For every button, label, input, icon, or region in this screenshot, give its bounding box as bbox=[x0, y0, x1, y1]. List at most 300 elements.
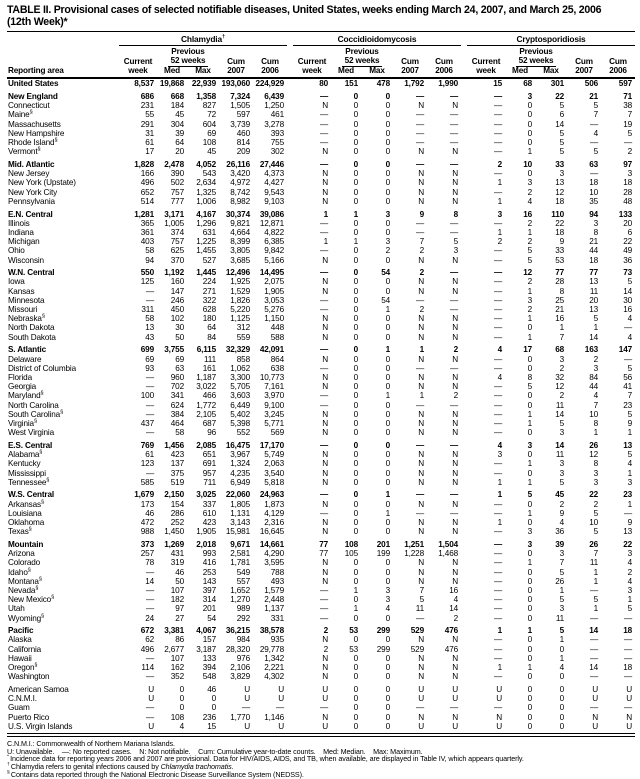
value-cell: 0 bbox=[353, 613, 358, 623]
value-cell: 3 bbox=[527, 178, 533, 188]
value-cell: N bbox=[452, 286, 459, 296]
value-cell: 4,427 bbox=[264, 178, 284, 188]
table-row bbox=[7, 487, 635, 500]
value-cell: N bbox=[452, 428, 459, 438]
value-cell: 0 bbox=[353, 391, 358, 401]
value-cell: 0 bbox=[353, 712, 358, 722]
value-cell: 0 bbox=[353, 721, 358, 731]
value-cell: 69 bbox=[175, 354, 184, 364]
value-cell: — bbox=[589, 119, 599, 129]
value-cell: 341 bbox=[170, 391, 184, 401]
value-cell: 2,063 bbox=[264, 459, 284, 469]
value-cell: 22,939 bbox=[191, 79, 216, 89]
value-cell: 2,106 bbox=[230, 663, 250, 673]
value-cell: — bbox=[415, 440, 424, 450]
value-cell: U bbox=[322, 721, 328, 731]
table-row bbox=[7, 672, 635, 681]
table-row bbox=[7, 147, 635, 156]
value-cell: — bbox=[319, 585, 328, 595]
value-cell: 2 bbox=[419, 305, 424, 315]
reporting-area-cell: Louisiana bbox=[8, 508, 42, 518]
value-cell: N bbox=[322, 255, 328, 265]
value-cell: — bbox=[319, 400, 328, 410]
value-cell: 1 bbox=[527, 508, 533, 518]
value-cell: 496 bbox=[140, 178, 154, 188]
reporting-area-cell: Nebraska§ bbox=[8, 313, 45, 324]
value-cell: — bbox=[145, 400, 154, 410]
value-cell: 984 bbox=[236, 635, 250, 645]
value-cell: 1 bbox=[527, 147, 533, 157]
value-cell: N bbox=[452, 499, 459, 509]
value-cell: 16 bbox=[555, 314, 565, 324]
value-cell: — bbox=[493, 576, 503, 586]
value-cell: 22 bbox=[623, 237, 633, 247]
value-cell: 14,661 bbox=[259, 539, 284, 549]
value-cell: 5 bbox=[559, 595, 565, 605]
value-cell: 390 bbox=[170, 169, 184, 179]
value-cell: — bbox=[493, 92, 503, 102]
value-cell: 236 bbox=[202, 712, 216, 722]
footnote-line: C.N.M.I.: Commonwealth of Northern Mariana Islands. bbox=[7, 738, 175, 748]
value-cell: — bbox=[589, 585, 599, 595]
value-cell: 461 bbox=[270, 110, 284, 120]
value-cell: N bbox=[452, 382, 459, 392]
value-cell: 5,166 bbox=[264, 255, 284, 265]
value-cell: 9,842 bbox=[264, 246, 284, 256]
value-cell: 18 bbox=[555, 196, 565, 206]
table-row bbox=[7, 246, 635, 255]
value-cell: — bbox=[493, 169, 503, 179]
value-cell: U bbox=[418, 694, 424, 704]
value-cell: 21 bbox=[589, 237, 599, 247]
reporting-area-cell: Minnesota bbox=[8, 295, 45, 305]
value-cell: — bbox=[493, 539, 503, 549]
value-cell: 6,115 bbox=[196, 345, 216, 355]
value-cell: N bbox=[452, 527, 459, 537]
value-cell: — bbox=[319, 508, 328, 518]
value-cell: N bbox=[452, 101, 459, 111]
value-cell: 529 bbox=[410, 626, 424, 636]
value-cell: 36 bbox=[623, 255, 633, 265]
value-cell: 8 bbox=[593, 227, 599, 237]
reporting-area-cell: Massachusetts bbox=[8, 119, 61, 129]
value-cell: 6,949 bbox=[230, 477, 250, 487]
value-cell: 86 bbox=[175, 635, 184, 645]
value-cell: 5 bbox=[559, 626, 565, 636]
value-cell: 1 bbox=[323, 237, 328, 247]
value-cell: 137 bbox=[170, 459, 184, 469]
value-cell: 702 bbox=[170, 382, 184, 392]
value-cell: 94 bbox=[145, 255, 154, 265]
value-cell: N bbox=[496, 712, 503, 722]
footnote-marker: § bbox=[37, 146, 41, 153]
value-cell: 1 bbox=[527, 332, 533, 342]
value-cell: 4 bbox=[593, 128, 599, 138]
value-cell: 5 bbox=[527, 490, 533, 500]
value-cell: — bbox=[145, 595, 154, 605]
value-cell: 10 bbox=[589, 409, 599, 419]
value-cell: 0 bbox=[527, 128, 533, 138]
group-header-coccidioidomycosis bbox=[293, 31, 461, 45]
value-cell: 0 bbox=[385, 721, 390, 731]
value-cell: — bbox=[319, 92, 328, 102]
table-row bbox=[7, 373, 635, 382]
value-cell: N bbox=[452, 187, 459, 197]
value-cell: 0 bbox=[353, 160, 358, 169]
value-cell: 1,150 bbox=[264, 314, 284, 324]
value-cell: U bbox=[592, 721, 599, 731]
table-row bbox=[7, 623, 635, 636]
value-cell: 0 bbox=[527, 499, 533, 509]
value-cell: — bbox=[319, 595, 328, 605]
value-cell: 12 bbox=[555, 382, 565, 392]
value-cell: 7 bbox=[593, 549, 599, 559]
value-cell: 27,446 bbox=[259, 160, 284, 169]
value-cell: 1,456 bbox=[164, 440, 184, 450]
value-cell: U bbox=[244, 684, 250, 694]
value-cell: 757 bbox=[170, 237, 184, 247]
value-cell: 123 bbox=[140, 459, 154, 469]
value-cell: 0 bbox=[353, 138, 358, 148]
value-cell: 529 bbox=[410, 644, 424, 654]
value-cell: 9 bbox=[559, 508, 565, 518]
value-cell: — bbox=[623, 703, 633, 713]
value-cell: 125 bbox=[140, 277, 154, 287]
value-cell: 1,579 bbox=[264, 585, 284, 595]
value-cell: 1,450 bbox=[164, 527, 184, 537]
value-cell: 13 bbox=[623, 527, 633, 537]
value-cell: U bbox=[452, 721, 459, 731]
value-cell: 22 bbox=[589, 490, 599, 500]
value-cell: 9 bbox=[559, 237, 565, 247]
value-cell: 4,067 bbox=[196, 626, 216, 636]
group-header-chlamydia bbox=[119, 31, 287, 45]
value-cell: 18 bbox=[589, 255, 599, 265]
value-cell: 58 bbox=[175, 428, 184, 438]
value-cell: 2,581 bbox=[230, 549, 250, 559]
value-cell: 0 bbox=[353, 499, 358, 509]
value-cell: 519 bbox=[170, 477, 184, 487]
value-cell: 5 bbox=[527, 255, 533, 265]
value-cell: 5 bbox=[593, 508, 599, 518]
table-title-line2: (12th Week)* bbox=[7, 15, 68, 28]
value-cell: — bbox=[415, 128, 424, 138]
value-cell: 691 bbox=[202, 459, 216, 469]
value-cell: 0 bbox=[353, 268, 358, 278]
value-cell: N bbox=[322, 450, 328, 460]
value-cell: 8 bbox=[527, 372, 533, 382]
value-cell: 597 bbox=[618, 79, 633, 89]
reporting-area-cell: W.N. Central bbox=[8, 268, 55, 278]
value-cell: 36,215 bbox=[225, 626, 250, 636]
value-cell: 0 bbox=[385, 138, 390, 148]
value-cell: — bbox=[449, 400, 459, 410]
value-cell: 8,742 bbox=[230, 187, 250, 197]
value-cell: 1,228 bbox=[404, 549, 424, 559]
cum-label: Cum bbox=[575, 56, 593, 66]
value-cell: — bbox=[319, 295, 328, 305]
value-cell: 625 bbox=[170, 246, 184, 256]
value-cell: 476 bbox=[444, 644, 459, 654]
value-cell: 18 bbox=[589, 178, 599, 188]
italic-species-name: Chlamydia trachomatis bbox=[160, 762, 232, 772]
value-cell: 827 bbox=[202, 101, 216, 111]
value-cell: 3 bbox=[593, 363, 599, 373]
cum-label: Cum bbox=[227, 56, 245, 66]
value-cell: — bbox=[493, 391, 503, 401]
value-cell: 3,143 bbox=[230, 518, 250, 528]
value-cell: 7 bbox=[419, 237, 424, 247]
table-row bbox=[7, 120, 635, 129]
value-cell: 3,381 bbox=[164, 626, 184, 636]
value-cell: — bbox=[493, 323, 503, 333]
reporting-area-cell: Georgia bbox=[8, 382, 37, 392]
empty-cell bbox=[427, 45, 461, 56]
value-cell: 1,325 bbox=[196, 187, 216, 197]
value-cell: 0 bbox=[527, 354, 533, 364]
value-cell: 1 bbox=[527, 418, 533, 428]
value-cell: U bbox=[322, 684, 328, 694]
value-cell: 162 bbox=[170, 663, 184, 673]
value-cell: 16 bbox=[523, 209, 533, 219]
value-cell: 2 bbox=[323, 644, 328, 654]
value-cell: — bbox=[319, 138, 328, 148]
value-cell: — bbox=[449, 305, 459, 315]
reporting-area-cell: Oklahoma bbox=[8, 518, 45, 528]
value-cell: 14 bbox=[589, 626, 599, 636]
value-cell: — bbox=[623, 323, 633, 333]
table-row bbox=[7, 568, 635, 577]
value-cell: 1 bbox=[559, 635, 565, 645]
value-cell: — bbox=[415, 218, 424, 228]
value-cell: N bbox=[418, 672, 424, 682]
value-cell: 39 bbox=[175, 128, 184, 138]
value-cell: 2 bbox=[323, 626, 328, 636]
value-cell: 3 bbox=[385, 237, 390, 247]
value-cell: U bbox=[452, 694, 459, 704]
value-cell: 25 bbox=[555, 295, 565, 305]
reporting-area-cell: Wisconsin bbox=[8, 255, 44, 265]
value-cell: 13 bbox=[555, 178, 565, 188]
table-row bbox=[7, 188, 635, 197]
value-cell: 8 bbox=[593, 459, 599, 469]
value-cell: 96 bbox=[207, 428, 216, 438]
value-cell: — bbox=[145, 672, 154, 682]
value-cell: 3 bbox=[385, 595, 390, 605]
footnote-line: § Contains data reported through the National Electronic Disease Surveillance System (NEDSS). bbox=[7, 769, 304, 779]
value-cell: — bbox=[319, 703, 328, 713]
value-cell: 548 bbox=[202, 672, 216, 682]
value-cell: 1,125 bbox=[230, 314, 250, 324]
value-cell: 631 bbox=[202, 227, 216, 237]
value-cell: N bbox=[452, 409, 459, 419]
value-cell: 12,871 bbox=[259, 218, 284, 228]
value-cell: 0 bbox=[527, 721, 533, 731]
value-cell: 0 bbox=[527, 169, 533, 179]
value-cell: 2 bbox=[559, 499, 565, 509]
value-cell: 0 bbox=[385, 323, 390, 333]
value-cell: 0 bbox=[385, 576, 390, 586]
value-cell: 12 bbox=[555, 187, 565, 197]
value-cell: 585 bbox=[140, 477, 154, 487]
value-cell: 199 bbox=[376, 549, 390, 559]
table-row bbox=[7, 364, 635, 373]
value-cell: 68 bbox=[523, 79, 533, 89]
value-cell: 71 bbox=[623, 92, 633, 102]
value-cell: 21 bbox=[589, 92, 599, 102]
footnote-marker: § bbox=[38, 576, 42, 582]
value-cell: — bbox=[493, 255, 503, 265]
value-cell: N bbox=[452, 567, 459, 577]
value-cell: — bbox=[145, 286, 154, 296]
table-row bbox=[7, 237, 635, 246]
value-cell: 1,805 bbox=[230, 499, 250, 509]
value-cell: 1,131 bbox=[230, 508, 250, 518]
value-cell: — bbox=[415, 490, 424, 500]
value-cell: 5,818 bbox=[264, 477, 284, 487]
reporting-area-cell: New Hampshire bbox=[8, 128, 65, 138]
value-cell: N bbox=[418, 101, 424, 111]
table-row bbox=[7, 694, 635, 703]
value-cell: 26 bbox=[589, 539, 599, 549]
value-cell: 1 bbox=[497, 663, 503, 673]
value-cell: 2,085 bbox=[196, 440, 216, 450]
value-cell: 19,868 bbox=[159, 79, 184, 89]
value-cell: 322 bbox=[202, 295, 216, 305]
value-cell: 13 bbox=[145, 323, 154, 333]
reporting-area-header: Reporting area bbox=[8, 65, 64, 75]
reporting-area-cell: New England bbox=[8, 92, 58, 102]
value-cell: N bbox=[322, 672, 328, 682]
value-cell: — bbox=[493, 147, 503, 157]
value-cell: 1,137 bbox=[264, 604, 284, 614]
value-cell: N bbox=[418, 332, 424, 342]
table-row bbox=[7, 577, 635, 586]
value-cell: 14 bbox=[145, 576, 154, 586]
value-cell: 5,220 bbox=[230, 305, 250, 315]
value-cell: 3,025 bbox=[196, 490, 216, 500]
value-cell: N bbox=[452, 372, 459, 382]
value-cell: 2 bbox=[559, 363, 565, 373]
value-cell: 527 bbox=[202, 255, 216, 265]
value-cell: 3 bbox=[497, 209, 503, 219]
value-cell: 0 bbox=[559, 721, 565, 731]
value-cell: 7 bbox=[593, 110, 599, 120]
value-cell: N bbox=[418, 518, 424, 528]
value-cell: 1,342 bbox=[264, 653, 284, 663]
value-cell: — bbox=[493, 604, 503, 614]
value-cell: 478 bbox=[376, 79, 390, 89]
reporting-area-cell: New York (Upstate) bbox=[8, 178, 76, 188]
value-cell: 1,781 bbox=[230, 558, 250, 568]
value-cell: 8 bbox=[593, 418, 599, 428]
value-cell: — bbox=[415, 400, 424, 410]
value-cell: U bbox=[626, 694, 633, 704]
table-row bbox=[7, 355, 635, 364]
reporting-area-cell: Ohio bbox=[8, 246, 25, 256]
value-cell: 0 bbox=[527, 323, 533, 333]
value-cell: 2,634 bbox=[196, 178, 216, 188]
value-cell: 672 bbox=[140, 626, 154, 636]
year-2007-label: 2007 bbox=[401, 65, 419, 75]
table-row bbox=[7, 256, 635, 265]
value-cell: — bbox=[493, 558, 503, 568]
week-label: week bbox=[302, 65, 322, 75]
value-cell: 69 bbox=[207, 128, 216, 138]
value-cell: 5 bbox=[593, 527, 599, 537]
table-row bbox=[7, 419, 635, 428]
table-row bbox=[7, 169, 635, 178]
value-cell: 687 bbox=[202, 418, 216, 428]
reporting-area-cell: Texas§ bbox=[8, 526, 32, 537]
value-cell: 1 bbox=[497, 227, 503, 237]
value-cell: — bbox=[493, 418, 503, 428]
value-cell: 105 bbox=[344, 549, 358, 559]
value-cell: 0 bbox=[211, 703, 216, 713]
value-cell: 0 bbox=[385, 354, 390, 364]
value-cell: 374 bbox=[170, 227, 184, 237]
value-cell: 15 bbox=[207, 721, 216, 731]
value-cell: 0 bbox=[353, 595, 358, 605]
value-cell: 960 bbox=[170, 372, 184, 382]
value-cell: N bbox=[418, 409, 424, 419]
value-cell: 2 bbox=[527, 305, 533, 315]
value-cell: 0 bbox=[353, 440, 358, 450]
value-cell: 0 bbox=[559, 694, 565, 704]
reporting-area-cell: United States bbox=[8, 79, 59, 89]
value-cell: 133 bbox=[202, 653, 216, 663]
value-cell: — bbox=[145, 382, 154, 392]
reporting-area-cell: New Jersey bbox=[8, 169, 50, 179]
reporting-area-cell: Hawaii bbox=[8, 653, 32, 663]
value-cell: — bbox=[449, 138, 459, 148]
value-cell: 14,495 bbox=[259, 268, 284, 278]
table-row bbox=[7, 478, 635, 487]
value-cell: 9 bbox=[419, 209, 424, 219]
reporting-area-cell: Maine§ bbox=[8, 109, 33, 120]
value-cell: 4 bbox=[497, 372, 503, 382]
value-cell: 5 bbox=[627, 128, 633, 138]
value-cell: — bbox=[623, 635, 633, 645]
value-cell: 550 bbox=[140, 268, 154, 278]
value-cell: 28 bbox=[623, 187, 633, 197]
value-cell: 3,245 bbox=[264, 409, 284, 419]
value-cell: 42,091 bbox=[259, 345, 284, 355]
group-label: Cryptosporidiosis bbox=[516, 33, 586, 44]
value-cell: 1 bbox=[527, 663, 533, 673]
value-cell: N bbox=[322, 332, 328, 342]
value-cell: 4,373 bbox=[264, 169, 284, 179]
table-body bbox=[7, 78, 635, 735]
value-cell: 4 bbox=[385, 604, 390, 614]
value-cell: — bbox=[449, 160, 459, 169]
value-cell: 610 bbox=[202, 508, 216, 518]
value-cell: 38 bbox=[623, 101, 633, 111]
table-row bbox=[7, 558, 635, 567]
value-cell: 0 bbox=[353, 527, 358, 537]
value-cell: N bbox=[322, 382, 328, 392]
value-cell: 107 bbox=[170, 653, 184, 663]
value-cell: 53 bbox=[349, 644, 358, 654]
value-cell: 28 bbox=[555, 277, 565, 287]
value-cell: 416 bbox=[202, 558, 216, 568]
value-cell: 8,982 bbox=[230, 196, 250, 206]
reporting-area-cell: Indiana bbox=[8, 227, 34, 237]
value-cell: 14 bbox=[589, 332, 599, 342]
value-cell: N bbox=[418, 323, 424, 333]
value-cell: 97 bbox=[623, 160, 633, 169]
value-cell: N bbox=[626, 712, 633, 722]
